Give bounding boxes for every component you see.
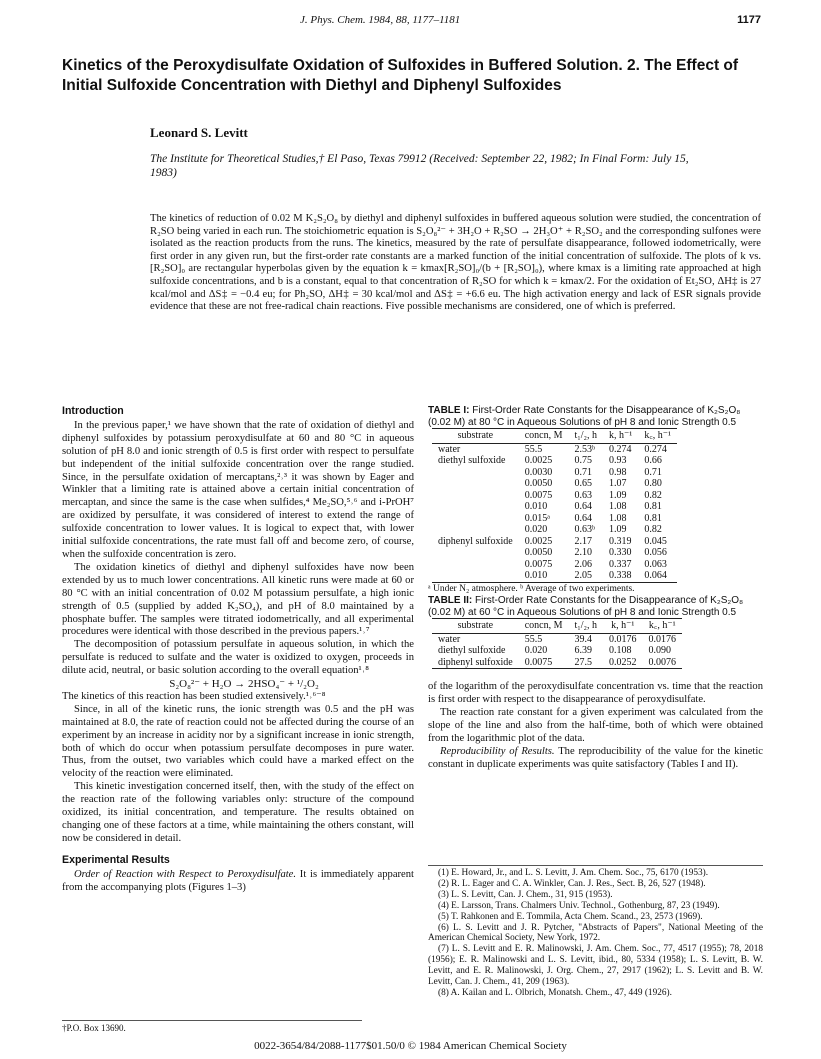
reference-item: (3) L. S. Levitt, Can. J. Chem., 31, 915 (1953). <box>438 889 613 900</box>
table-cell: 0.0025 <box>524 535 553 547</box>
table-cell: diethyl sulfoxide <box>438 645 506 657</box>
table-1-caption <box>428 405 763 428</box>
decomposition-equation: S₂O₈²⁻ + H₂O → 2HSO₄⁻ + ¹/₂O₂ <box>169 678 319 691</box>
table-cell: 0.108 <box>609 645 632 657</box>
table-cell: 0.0176 <box>648 633 677 645</box>
table-2 <box>432 618 682 669</box>
experimental-heading: Experimental Results <box>62 853 170 866</box>
table-cell <box>432 478 519 490</box>
table-cell: 0.0025 <box>524 455 553 466</box>
table-row <box>432 443 677 455</box>
table-cell <box>432 513 519 525</box>
table-cell: 0.274 <box>644 443 667 455</box>
table-cell: 0.337 <box>609 558 632 570</box>
table-cell <box>432 524 519 536</box>
table-1-body <box>432 443 677 582</box>
table-cell: 0.010 <box>524 570 548 581</box>
reference-item: (2) R. L. Eager and C. A. Winkler, Can. J. Res., Sect. B, 26, 527 (1948). <box>438 878 706 889</box>
table-cell: 0.81 <box>644 512 662 524</box>
table-2-body <box>432 633 682 669</box>
table-cell: 0.0075 <box>524 489 553 501</box>
body-paragraph: of the logarithm of the peroxydisulfate concentration vs. time that the reaction is first order with respect to the disappearance of peroxydisulfate. <box>428 681 763 706</box>
table-row <box>432 645 682 657</box>
table-1-footnote: ᵃ Under N₂ atmosphere. ᵇ Average of two experiments. <box>428 583 635 594</box>
table-cell: 55.5 <box>524 443 543 455</box>
table-cell: 0.045 <box>644 535 667 547</box>
table-cell: 0.330 <box>609 547 632 558</box>
table-cell: 0.056 <box>644 547 667 558</box>
table-cell: 0.80 <box>644 478 662 489</box>
paper-title: Kinetics of the Peroxydisulfate Oxidation of Sulfoxides in Buffered Solution. 2. The Effect of Initial Sulfoxide Concentration with Diethyl and Diphenyl Sulfoxides <box>62 57 739 94</box>
table-header-cell: k꜀, h⁻¹ <box>644 430 672 441</box>
table-cell: 0.65 <box>574 478 592 489</box>
affiliation: The Institute for Theoretical Studies,† El Paso, Texas 79912 (Received: September 22, 1982; In Final Form: July 15, 1983) <box>150 153 689 179</box>
table-row <box>432 524 677 536</box>
table-header-cell: t₁/₂, h <box>574 620 598 632</box>
table-cell: 0.063 <box>644 558 667 570</box>
table-header-row <box>432 429 677 444</box>
table-cell: 27.5 <box>574 656 592 668</box>
table-cell: 0.319 <box>609 535 632 547</box>
table-cell: 0.064 <box>644 570 667 581</box>
table-cell: 0.63 <box>574 489 592 501</box>
table-cell <box>432 547 519 559</box>
table-cell: 0.010 <box>524 501 548 512</box>
table-cell <box>432 467 519 479</box>
table-cell: 0.020 <box>524 524 548 535</box>
table-cell <box>432 559 519 571</box>
reference-item: (8) A. Kailan and L. Olbrich, Monatsh. Chem., 47, 449 (1926). <box>438 987 672 998</box>
table-2-caption <box>428 595 763 618</box>
table-row <box>432 570 677 582</box>
table-cell <box>432 570 519 582</box>
table-cell: 0.0176 <box>609 633 637 645</box>
table-row <box>432 501 677 513</box>
reference-item: (7) L. S. Levitt and E. R. Malinowski, J. Am. Chem. Soc., 77, 4517 (1955); 78, 2018 (1956); E. R. Malinowski and L. S. Levitt, ibid., 80, 5334 (1958); L. S. Levitt, B. W. Levitt, and E. R. Malinowski, J. Org. Chem., 27, 2917 (1962); L. S. Levitt and B. W. Levitt, Can. J. Chem., 41, 209 (1963). <box>428 944 763 988</box>
table-cell: 0.82 <box>644 524 662 535</box>
table-cell: 0.0075 <box>524 656 553 668</box>
table-header-cell: k, h⁻¹ <box>611 620 635 632</box>
table-header-cell: k, h⁻¹ <box>609 430 633 441</box>
paragraph-text: It is immediately apparent from the accompanying plots (Figures 1–3) <box>62 868 414 893</box>
table-cell: 2.06 <box>574 558 592 570</box>
table-row <box>432 467 677 479</box>
table-cell <box>432 501 519 513</box>
table-cell: 39.4 <box>574 633 592 645</box>
table-cell: diphenyl sulfoxide <box>438 656 513 668</box>
table-cell: 0.75 <box>574 455 592 466</box>
table-cell: 0.015ᵃ <box>524 512 550 524</box>
subsection-title: Reproducibility of Results. <box>440 745 555 757</box>
table-header-cell: k꜀, h⁻¹ <box>648 620 676 632</box>
table-cell: 0.64 <box>574 501 592 512</box>
table-cell: water <box>438 443 461 455</box>
left-column <box>62 405 414 895</box>
table-cell: 0.0252 <box>609 656 637 668</box>
table-cell: 0.0076 <box>648 656 677 668</box>
intro-paragraph: Since, in all of the kinetic runs, the ionic strength was 0.5 and the pH was maintained at 8.0, the rate of reaction could not be affected during the course of an experiment by an increase in acidity nor by a significant increase in ionic strength, both of which do occur when potassium persulfate decomposes in pure water. Thus, from the outset, two variables which could have a marked effect on the velocity of the reaction were eliminated. <box>62 703 414 780</box>
table-cell: 0.98 <box>609 466 627 478</box>
table-cell: 0.71 <box>644 466 662 478</box>
intro-heading: Introduction <box>62 405 124 417</box>
references-list <box>428 865 763 999</box>
table-cell: 0.0030 <box>524 466 553 478</box>
table-cell: 2.53ᵇ <box>574 443 596 455</box>
table-cell: 0.0050 <box>524 478 553 489</box>
table-row <box>432 513 677 525</box>
copyright-footer: 0022-3654/84/2088-1177$01.50/0 © 1984 American Chemical Society <box>254 1040 567 1052</box>
table-cell: water <box>438 633 461 645</box>
table-row <box>432 657 682 669</box>
intro-paragraph: This kinetic investigation concerned itself, then, with the study of the effect on the reaction rate of the following variables only: structure of the compound oxidized, its initial concentration, and temperature. The results obtained on changing one of these factors at a time, while maintaining the others constant, will now be considered in detail. <box>62 781 414 844</box>
table-cell: 0.66 <box>644 455 662 466</box>
table-1 <box>432 428 677 583</box>
body-paragraph: The reaction rate constant for a given experiment was calculated from the slope of the line and also from the half-time, both of which were obtained from the logarithmic plot of the data. <box>428 707 763 745</box>
intro-paragraph: The oxidation kinetics of diethyl and diphenyl sulfoxides have now been extended by us to much lower concentrations. All kinetic runs were made at 60 or 80 °C with an initial concentration of 0.02 M potassium persulfate, a high ionic strength of 0.5 (supplied by added K₂SO₄), and pH of 8.0 maintained by a phosphate buffer. The samples were titrated iodometrically, and all experimental procedures were identical with those described in the previous papers.¹˒⁷ <box>62 561 414 638</box>
table-header-cell: concn, M <box>524 430 563 441</box>
table-cell: 0.0050 <box>524 547 553 558</box>
table-cell <box>432 490 519 502</box>
table-cell: 6.39 <box>574 645 592 657</box>
reference-item: (1) E. Howard, Jr., and L. S. Levitt, J. Am. Chem. Soc., 75, 6170 (1953). <box>438 868 709 878</box>
table-cell: 0.93 <box>609 455 627 466</box>
table-row <box>432 547 677 559</box>
table-cell: 0.274 <box>609 443 632 455</box>
intro-paragraph: In the previous paper,¹ we have shown that the rate of oxidation of diethyl and diphenyl sulfoxides by potassium peroxydisulfate at 60 and 80 °C in aqueous solution of pH 8.0 and ionic strength of 0.5 is first order with respect to persulfate but independent of the initial sulfoxide concentration over the range studied. Since, in the persulfate oxidation of mercaptans,²˒³ it was shown by Eager and Winkler that a limiting rate is attained above a certain initial concentration of mercaptan, and since the same is the case when sulfides,⁴ Me₂SO,⁵˒⁶ and i-PrOH⁷ are oxidized by persulfate, it was considered of interest to extend the range of sulfoxide concentration to lower values. It is logical to expect that, with lower initial sulfoxide concentrations, the rate must fall off and become zero, of course, when the sulfoxide concentration is zero. <box>62 419 414 560</box>
right-column <box>428 405 763 772</box>
table-cell: 1.09 <box>609 524 627 535</box>
table-cell: 0.338 <box>609 570 632 581</box>
reference-item: (6) L. S. Levitt and J. R. Pytcher, "Abstracts of Papers", National Meeting of the American Chemical Society, New York, 1972. <box>428 922 763 944</box>
table-cell: 1.07 <box>609 478 627 489</box>
body-paragraph <box>428 746 763 772</box>
table-cell: 2.10 <box>574 547 592 558</box>
abstract: The kinetics of reduction of 0.02 M K₂S₂O₈ by diethyl and diphenyl sulfoxides in buffered aqueous solution were studied, the concentration of R₂SO being varied in each run. The stoichiometric equation is S₂O₈²⁻ + 3H₂O + R₂SO → 2H₃O⁺ + R₂SO₂ and the corresponding sulfones were isolated as the reaction products from the runs. The kinetics, measured by the rate of persulfate disappearance, followed iodometrically, were first order in any given run, but the first-order rate constants are a marked function of the initial concentration of sulfoxide. The plots of k vs. [R₂SO]₀ are rectangular hyperbolas given by the equation k = kmax[R₂SO]₀/(b + [R₂SO]₀), where kmax is a limiting rate approached at high sulfoxide concentrations, and b is a constant, equal to that concentration of R₂SO for which k = kmax/2. For the oxidation of Et₂SO, ΔH‡ is 27 kcal/mol and ΔS‡ = −0.4 eu; for Ph₂SO, ΔH‡ = 30 kcal/mol and ΔS‡ = +6.6 eu. The high activation energy and lack of ESR signals provide evidence that these are not free-radical chain reactions. Five possible mechanisms are considered, one of which is preferred. <box>150 213 761 313</box>
table-header-cell: concn, M <box>524 620 563 632</box>
table-cell: diethyl sulfoxide <box>438 455 506 466</box>
table-label: TABLE I: <box>428 405 470 416</box>
table-cell: 0.0075 <box>524 558 553 570</box>
table-cell: 0.64 <box>574 512 592 524</box>
table-cell: 0.71 <box>574 466 592 478</box>
subsection-title: Order of Reaction with Respect to Peroxydisulfate. <box>74 868 297 880</box>
table-header-cell: substrate <box>457 620 494 632</box>
journal-citation: J. Phys. Chem. 1984, 88, 1177–1181 <box>300 14 461 26</box>
table-cell: diphenyl sulfoxide <box>438 535 513 547</box>
table-caption-text: First-Order Rate Constants for the Disappearance of K₂S₂O₈ (0.02 M) at 60 °C in Aqueous Solutions of pH 8 and Ionic Strength 0.5 <box>428 595 744 618</box>
author-name: Leonard S. Levitt <box>150 125 248 140</box>
table-cell: 0.82 <box>644 489 662 501</box>
table-row <box>432 455 677 467</box>
table-cell: 1.09 <box>609 489 627 501</box>
table-label: TABLE II: <box>428 595 473 607</box>
table-cell: 0.090 <box>648 645 672 657</box>
table-cell: 2.05 <box>574 570 592 581</box>
paragraph-text: The reproducibility of the value for the kinetic constant in duplicate experiments was quite satisfactory (Tables I and II). <box>428 745 763 770</box>
table-row <box>432 478 677 490</box>
experimental-paragraph <box>62 869 414 895</box>
page-number: 1177 <box>737 14 761 26</box>
table-cell: 1.08 <box>609 501 627 512</box>
table-cell: 1.08 <box>609 512 627 524</box>
table-header-cell: t₁/₂, h <box>574 430 598 441</box>
table-row <box>432 536 677 548</box>
table-row <box>432 490 677 502</box>
intro-paragraph: The kinetics of this reaction has been studied extensively.¹˒⁶⁻⁸ <box>62 690 326 702</box>
table-header-cell: substrate <box>457 430 494 441</box>
table-cell: 55.5 <box>524 633 543 645</box>
table-cell: 0.63ᵇ <box>574 524 596 535</box>
footnote: †P.O. Box 13690. <box>62 1020 362 1033</box>
table-row <box>432 633 682 645</box>
table-header-row <box>432 619 682 634</box>
reference-item: (4) E. Larsson, Trans. Chalmers Univ. Technol., Gothenburg, 87, 23 (1949). <box>438 900 720 911</box>
table-caption-text: First-Order Rate Constants for the Disappearance of K₂S₂O₈ (0.02 M) at 80 °C in Aqueous Solutions of pH 8 and Ionic Strength 0.5 <box>428 405 741 428</box>
table-row <box>432 559 677 571</box>
table-cell: 0.81 <box>644 501 662 512</box>
running-header <box>0 14 821 30</box>
reference-item: (5) T. Rahkonen and E. Tommila, Acta Chem. Scand., 23, 2573 (1969). <box>438 911 703 922</box>
intro-paragraph: The decomposition of potassium persulfate in aqueous solution, in which the persulfate is reduced to sulfate and the water is oxidized to oxygen, proceeds in dilute acid, neutral, or basic solution according to the overall equation¹˒⁸ <box>62 639 414 677</box>
table-cell: 2.17 <box>574 535 592 547</box>
table-cell: 0.020 <box>524 645 548 657</box>
